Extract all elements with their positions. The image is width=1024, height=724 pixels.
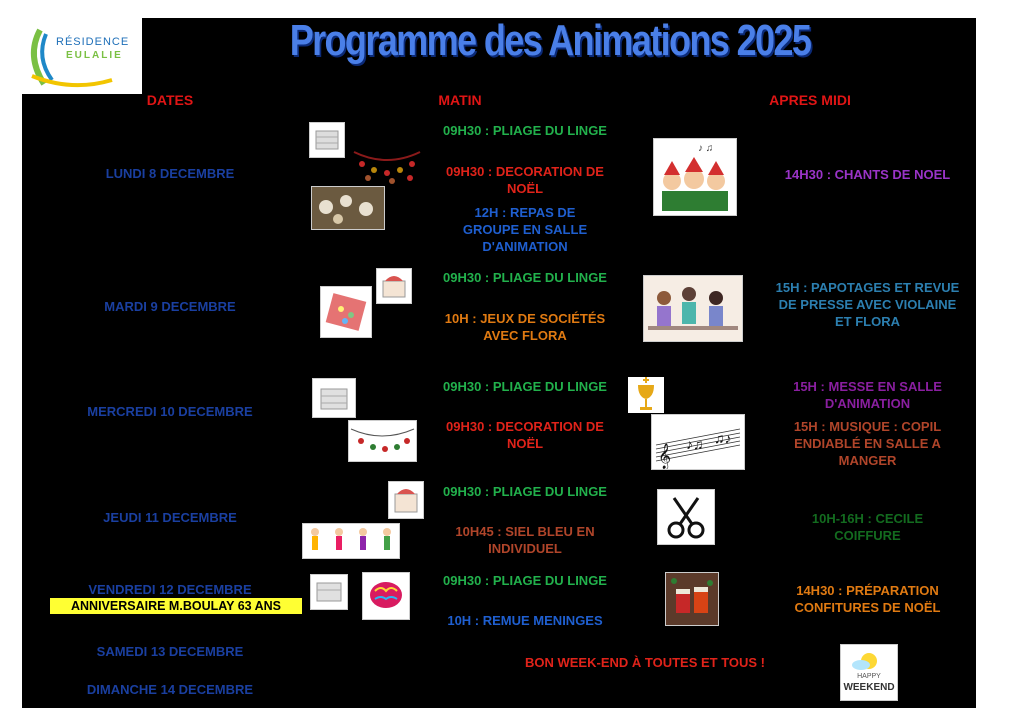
exercise-figures-icon: [302, 523, 400, 559]
date-saturday: SAMEDI 13 DECEMBRE: [96, 644, 244, 659]
thu-morning-2: 10H45 : SIEL BLEU EN INDIVIDUEL: [455, 524, 595, 556]
date-friday: VENDREDI 12 DECEMBRE: [88, 582, 252, 597]
christmas-choir-icon: [653, 138, 737, 216]
tue-morning-2: 10H : JEUX DE SOCIÉTÉS AVEC FLORA: [444, 311, 606, 343]
board-game-icon: [320, 286, 372, 338]
christmas-garland-icon: [352, 146, 422, 186]
wed-afternoon-1: 15H : MESSE EN SALLE D'ANIMATION: [793, 379, 942, 411]
laundry-stack-icon: [388, 481, 424, 519]
date-tuesday: MARDI 9 DECEMBRE: [104, 299, 236, 314]
svg-text:♪♫: ♪♫: [686, 436, 704, 452]
meal-photo-icon: [311, 186, 385, 230]
mon-morning-2: 09H30 : DECORATION DE NOËL: [446, 164, 604, 196]
birthday-banner: ANNIVERSAIRE M.BOULAY 63 ANS: [50, 598, 302, 614]
header-dates: DATES: [146, 92, 194, 108]
folded-laundry-icon: [312, 378, 356, 418]
weekend-message: BON WEEK-END À TOUTES ET TOUS !: [524, 655, 766, 670]
thu-afternoon: 10H-16H : CECILE COIFFURE: [811, 511, 924, 543]
date-monday: LUNDI 8 DECEMBRE: [105, 166, 235, 181]
jam-jars-icon: [665, 572, 719, 626]
thu-morning-1: 09H30 : PLIAGE DU LINGE: [443, 484, 607, 499]
wed-morning-2: 09H30 : DECORATION DE NOËL: [446, 419, 604, 451]
svg-text:♫♪: ♫♪: [714, 430, 732, 446]
logo-text-eulalie: EULALIE: [66, 50, 123, 61]
chalice-icon: [623, 372, 669, 418]
fri-morning-2: 10H : REMUE MENINGES: [447, 613, 603, 628]
laundry-icon: [309, 122, 345, 158]
tue-morning-1: 09H30 : PLIAGE DU LINGE: [443, 270, 607, 285]
date-thursday: JEUDI 11 DECEMBRE: [103, 510, 237, 525]
logo-text-residence: RÉSIDENCE: [56, 36, 130, 48]
fri-afternoon: 14H30 : PRÉPARATION CONFITURES DE NOËL: [794, 583, 941, 615]
header-matin: MATIN: [438, 92, 482, 108]
svg-text:𝄞: 𝄞: [658, 443, 672, 468]
music-notes-icon: [651, 414, 745, 470]
date-sunday: DIMANCHE 14 DECEMBRE: [86, 682, 254, 697]
holiday-ornaments-icon: [348, 420, 417, 462]
scissors-comb-icon: [657, 489, 715, 545]
wed-afternoon-2: 15H : MUSIQUE : COPIL ENDIABLÉ EN SALLE A MANGER: [793, 419, 942, 468]
mon-morning-1: 09H30 : PLIAGE DU LINGE: [443, 123, 607, 138]
laundry-pile-icon: [310, 574, 348, 610]
tue-afternoon: 15H : PAPOTAGES ET REVUE DE PRESSE AVEC VIOLAINE ET FLORA: [775, 280, 960, 329]
brain-icon: [362, 572, 410, 620]
date-wednesday: MERCREDI 10 DECEMBRE: [87, 404, 253, 419]
page-title: Programme des Animations 2025: [289, 16, 811, 65]
wed-morning-1: 09H30 : PLIAGE DU LINGE: [443, 379, 607, 394]
weekend-badge-line1: HAPPY: [857, 673, 881, 680]
laundry-basket-icon: [376, 268, 412, 304]
mon-afternoon: 14H30 : CHANTS DE NOEL: [784, 167, 951, 182]
chatting-group-icon: [643, 275, 743, 342]
header-apres-midi: APRES MIDI: [769, 92, 851, 108]
mon-morning-3: 12H : REPAS DE GROUPE EN SALLE D'ANIMATION: [462, 205, 588, 254]
weekend-badge-line2: WEEKEND: [843, 682, 895, 693]
happy-weekend-icon: [840, 644, 898, 701]
fri-morning-1: 09H30 : PLIAGE DU LINGE: [443, 573, 607, 588]
svg-text:♪ ♫: ♪ ♫: [698, 143, 714, 154]
residence-logo: [22, 18, 142, 94]
